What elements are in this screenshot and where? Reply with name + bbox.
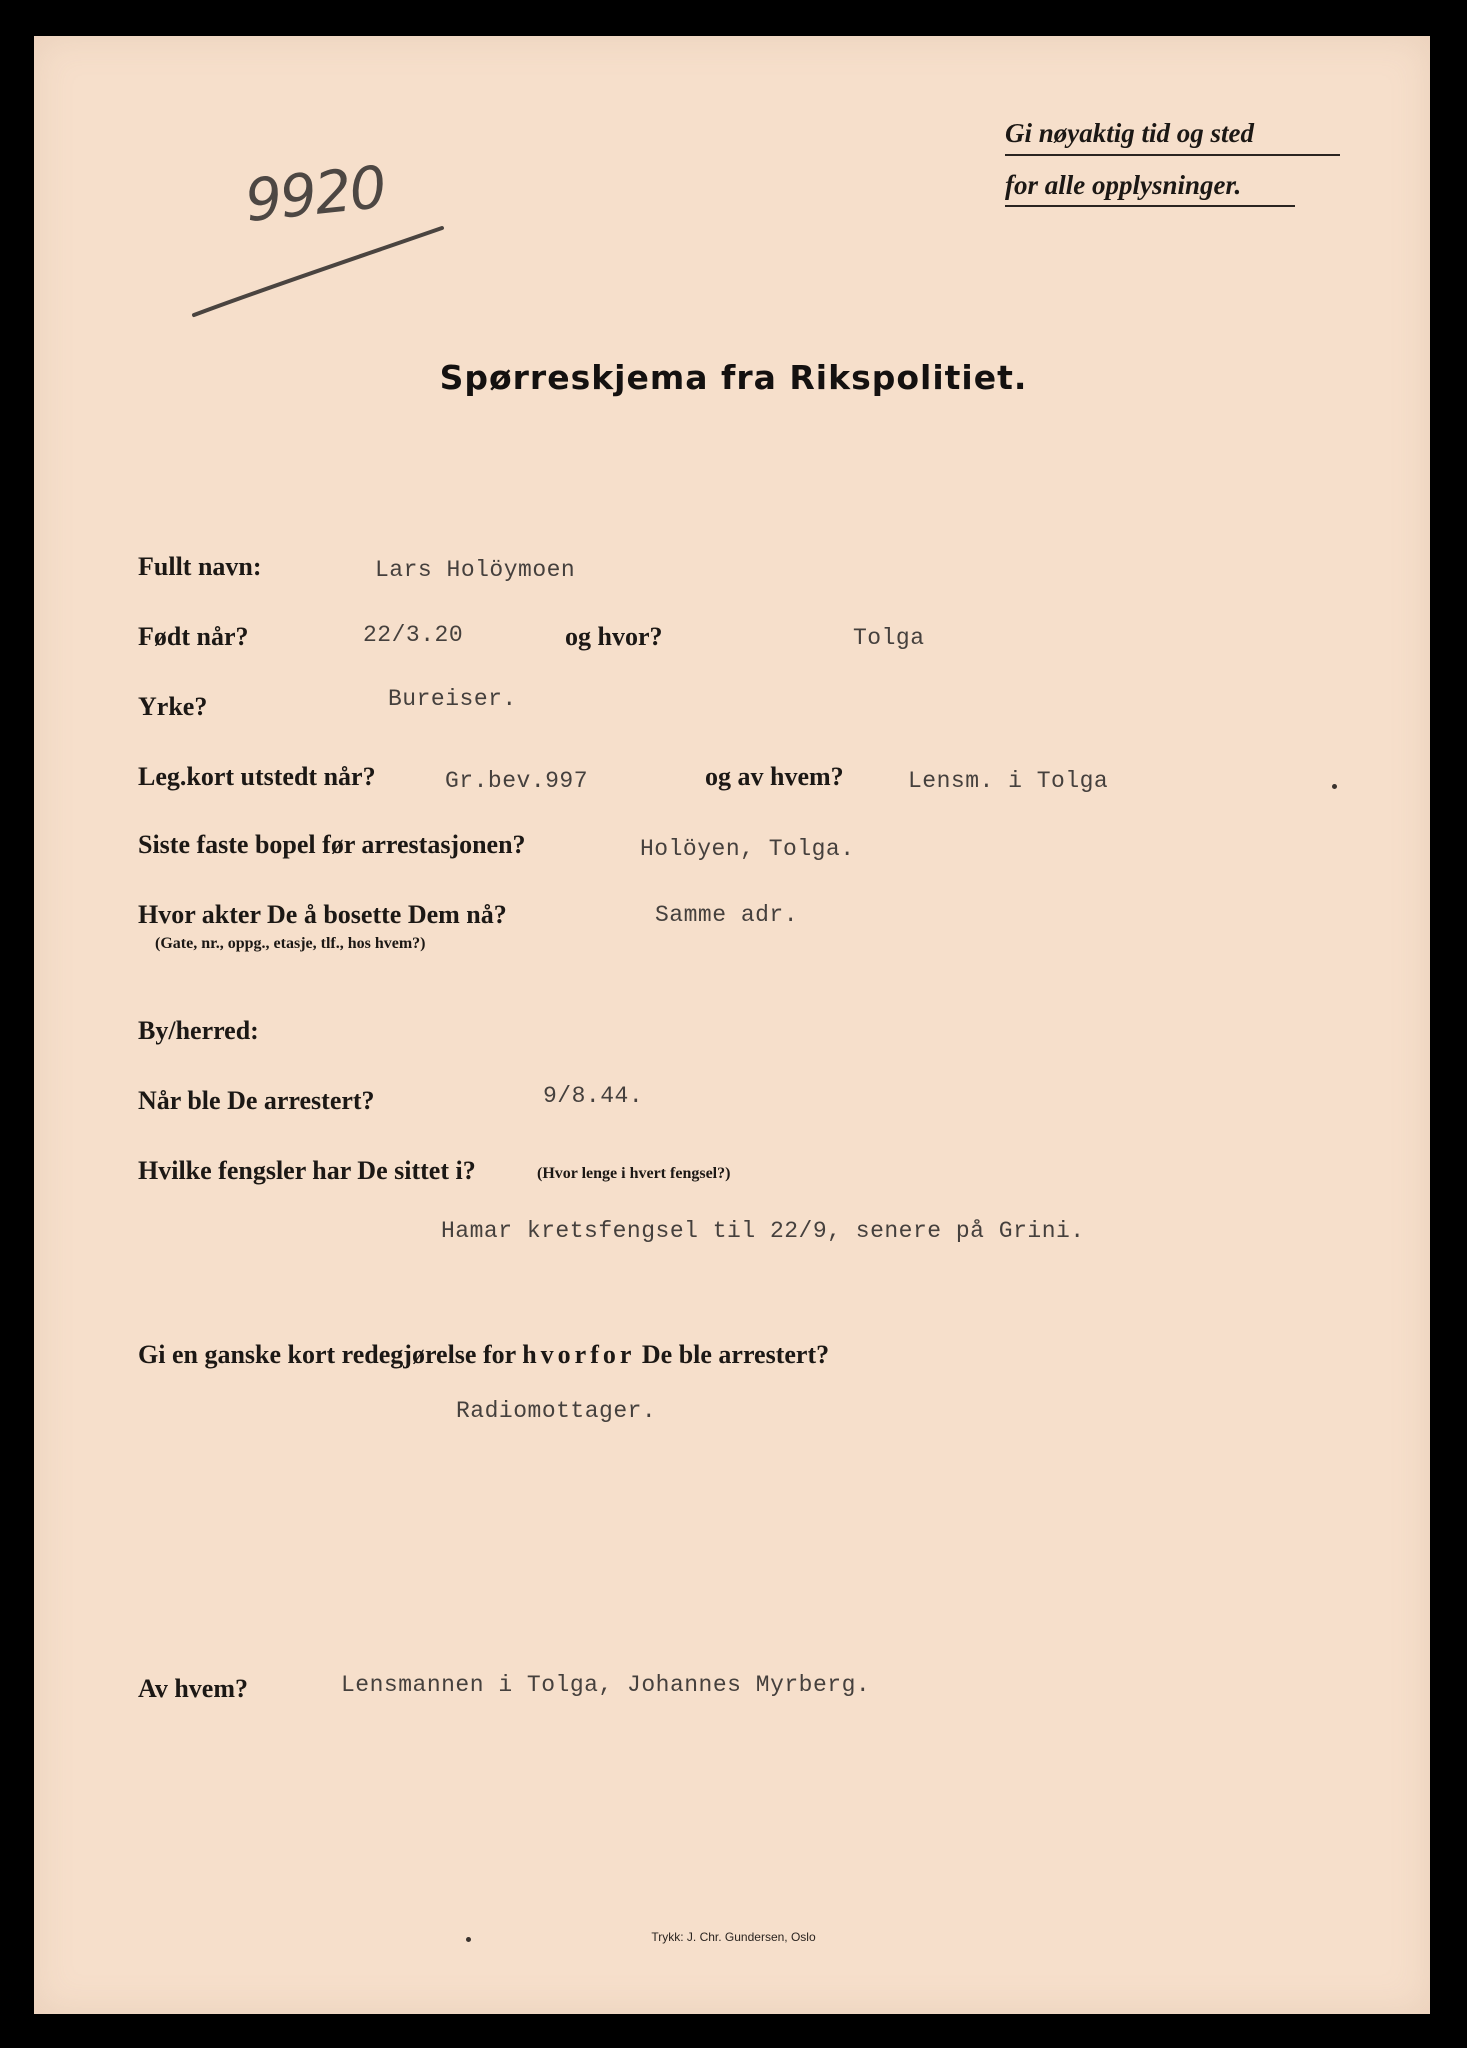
settle-where-sublabel: (Gate, nr., oppg., etasje, tlf., hos hvem?) bbox=[155, 935, 426, 952]
notice-underline-1 bbox=[1005, 154, 1340, 156]
last-address-value: Holöyen, Tolga. bbox=[640, 836, 855, 862]
born-where-value: Tolga bbox=[853, 625, 925, 651]
last-address-label: Siste faste bopel før arrestasjonen? bbox=[138, 830, 526, 859]
reason-label-emph: hvorfor bbox=[522, 1340, 636, 1369]
form-title: Spørreskjema fra Rikspolitiet. bbox=[439, 358, 1028, 397]
reason-label bbox=[138, 1340, 829, 1370]
settle-where-value: Samme adr. bbox=[655, 902, 799, 928]
occupation-label: Yrke? bbox=[138, 692, 208, 721]
pencil-stroke bbox=[194, 228, 442, 315]
prisons-label: Hvilke fengsler har De sittet i? bbox=[138, 1156, 476, 1185]
notice-line-1: Gi nøyaktig tid og sted bbox=[1005, 118, 1254, 148]
arrested-by-label: Av hvem? bbox=[138, 1674, 249, 1703]
full-name-value: Lars Holöymoen bbox=[375, 557, 576, 583]
municipality-label: By/herred: bbox=[138, 1016, 259, 1045]
notice-line-2: for alle opplysninger. bbox=[1005, 170, 1242, 200]
id-card-when-value: Gr.bev.997 bbox=[445, 768, 589, 794]
id-card-by-label: og av hvem? bbox=[705, 762, 844, 791]
handwritten-number: 9920 bbox=[241, 152, 388, 236]
reason-value: Radiomottager. bbox=[456, 1398, 657, 1424]
id-card-by-value: Lensm. i Tolga bbox=[908, 768, 1109, 794]
id-card-when-label: Leg.kort utstedt når? bbox=[138, 762, 376, 791]
arrested-when-label: Når ble De arrestert? bbox=[138, 1086, 375, 1115]
reason-label-start: Gi en ganske kort redegjørelse for bbox=[138, 1340, 516, 1369]
arrested-when-value: 9/8.44. bbox=[543, 1083, 644, 1109]
ink-dot bbox=[1332, 784, 1337, 789]
born-when-value: 22/3.20 bbox=[363, 622, 464, 648]
notice-underline-2 bbox=[1005, 205, 1295, 207]
settle-where-label: Hvor akter De å bosette Dem nå? bbox=[138, 900, 507, 929]
born-where-label: og hvor? bbox=[565, 622, 663, 651]
prisons-value: Hamar kretsfengsel til 22/9, senere på Grini. bbox=[441, 1218, 1085, 1244]
prisons-sublabel: (Hvor lenge i hvert fengsel?) bbox=[537, 1165, 731, 1182]
full-name-label: Fullt navn: bbox=[138, 552, 262, 581]
born-when-label: Født når? bbox=[138, 622, 249, 651]
occupation-value: Bureiser. bbox=[388, 686, 517, 712]
printer-imprint: Trykk: J. Chr. Gundersen, Oslo bbox=[651, 1930, 816, 1944]
reason-label-end: De ble arrestert? bbox=[641, 1340, 830, 1369]
arrested-by-value: Lensmannen i Tolga, Johannes Myrberg. bbox=[341, 1672, 871, 1698]
